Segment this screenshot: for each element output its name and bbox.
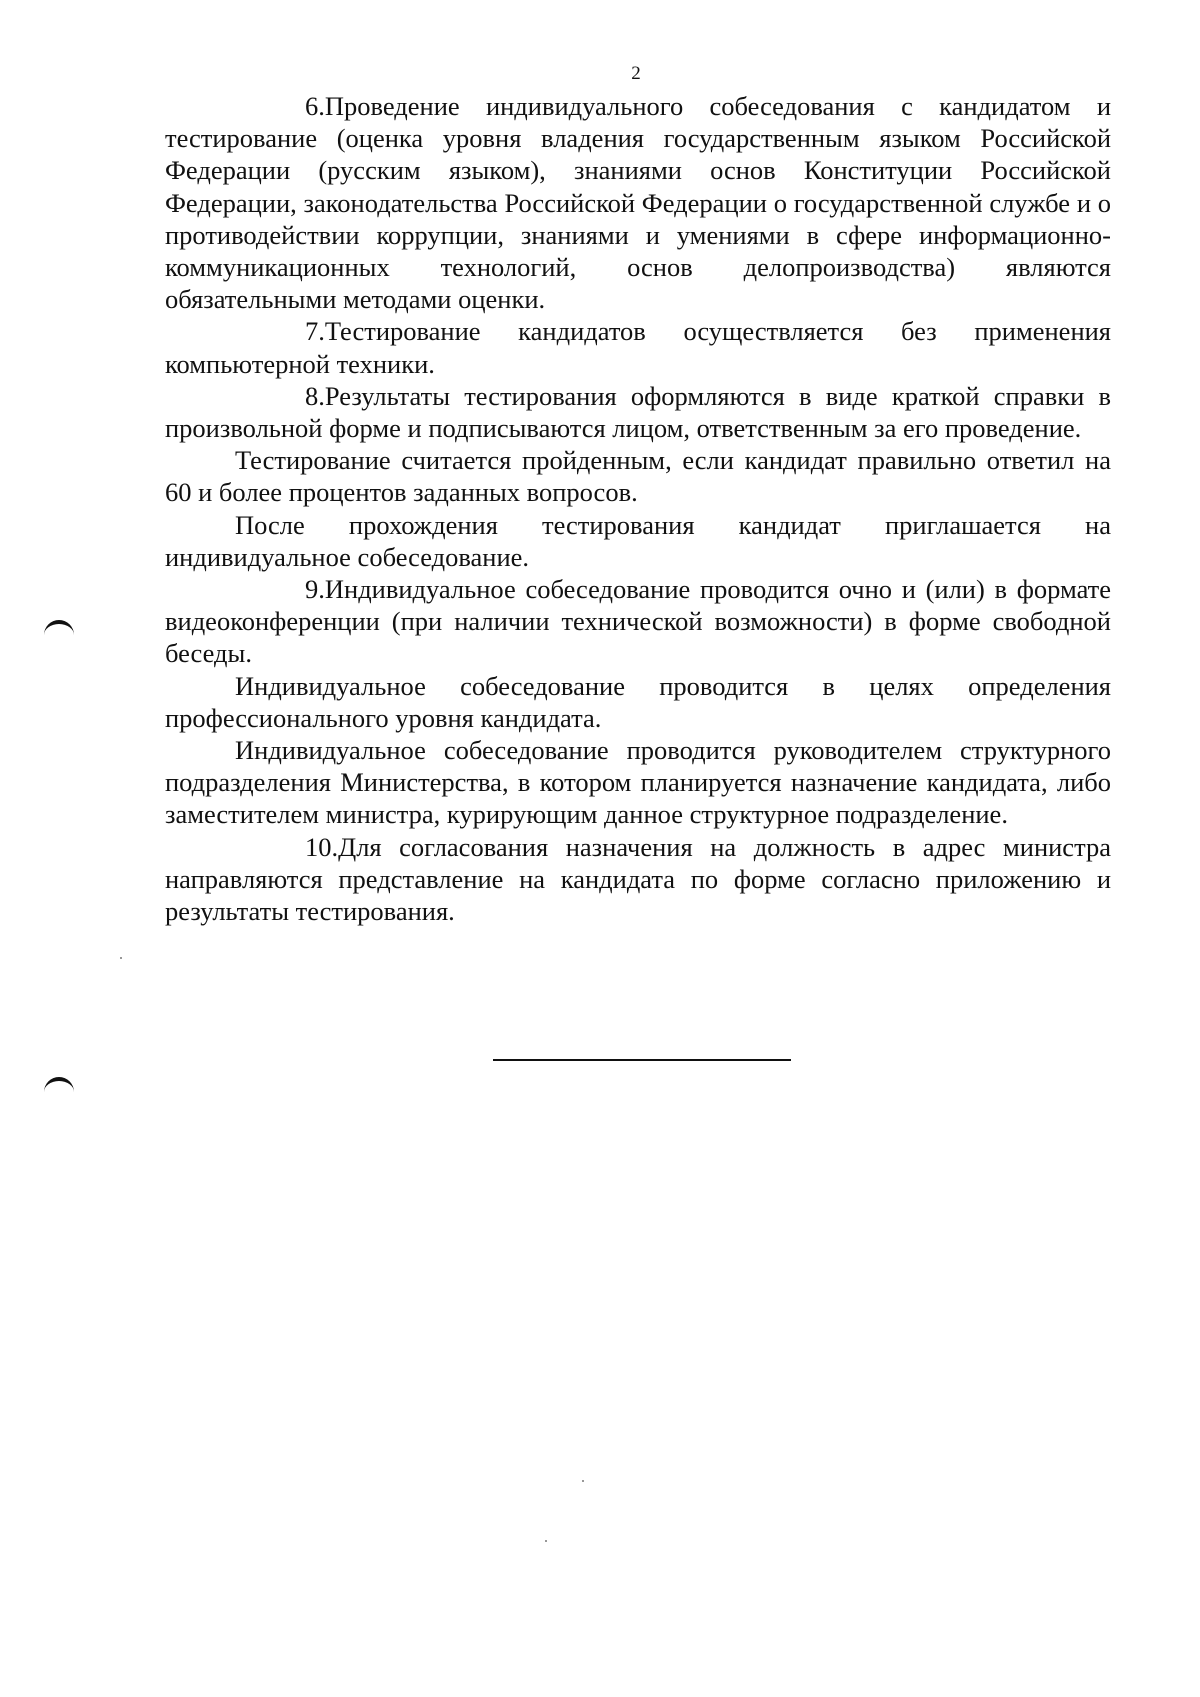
scan-speck — [582, 1480, 584, 1482]
item-number: 9. — [305, 574, 325, 605]
paragraph-test-passed — [165, 444, 1111, 508]
paragraph-item-6 — [165, 90, 1111, 315]
binder-hole-mark — [44, 620, 74, 638]
end-of-text-rule — [493, 1059, 791, 1061]
scan-speck — [545, 1540, 547, 1542]
item-number: 6. — [305, 91, 325, 121]
paragraph-text: Результаты тестирования оформляются в виде краткой справки в произвольной форме и подписываются лицом, ответственным за его проведение. — [165, 380, 1111, 444]
paragraph-text: Индивидуальное собеседование проводится руководителем структурного подразделения Министерства, в котором планируется назначение кандидата, либо заместителем министра, курирующим данное структурное подразделение. — [165, 735, 1111, 830]
paragraph-text: Проведение индивидуального собеседования с кандидатом и тестирование (оценка уровня владения государственным языком Российской Федерации (русским языком), знаниями основ Конституции Российской Федерации, законодательства Российской Федерации о государственной службе и о противодействии коррупции, знаниями и умениями в сфере информационно-коммуникационных технологий, основ делопроизводства) являются обязательными методами оценки. — [165, 91, 1111, 315]
paragraph-after-test — [165, 509, 1111, 573]
document-body — [165, 90, 1111, 927]
item-number: 8. — [305, 380, 325, 411]
paragraph-text: После прохождения тестирования кандидат приглашается на индивидуальное собеседование. — [165, 509, 1111, 572]
paragraph-text: Индивидуальное собеседование проводится в целях определения профессионального уровня кандидата. — [165, 670, 1111, 733]
paragraph-text: Для согласования назначения на должность в адрес министра направляются представление на кандидата по форме согласно приложению и результаты тестирования. — [165, 831, 1111, 927]
paragraph-interview-purpose — [165, 670, 1111, 734]
item-number: 7. — [305, 316, 325, 347]
paragraph-item-7 — [165, 315, 1111, 379]
page-number: 2 — [631, 63, 641, 84]
paragraph-item-9 — [165, 573, 1111, 670]
paragraph-text: Тестирование считается пройденным, если кандидат правильно ответил на 60 и более процентов заданных вопросов. — [165, 445, 1111, 508]
scan-speck — [120, 957, 122, 959]
paragraph-text: Индивидуальное собеседование проводится очно и (или) в формате видеоконференции (при наличии технической возможности) в форме свободной беседы. — [165, 574, 1111, 669]
paragraph-item-8 — [165, 380, 1111, 444]
item-number: 10. — [305, 831, 339, 862]
paragraph-text: Тестирование кандидатов осуществляется без применения компьютерной техники. — [165, 316, 1111, 379]
binder-hole-mark — [44, 1077, 74, 1095]
paragraph-interview-conductor — [165, 734, 1111, 831]
paragraph-item-10 — [165, 831, 1111, 928]
